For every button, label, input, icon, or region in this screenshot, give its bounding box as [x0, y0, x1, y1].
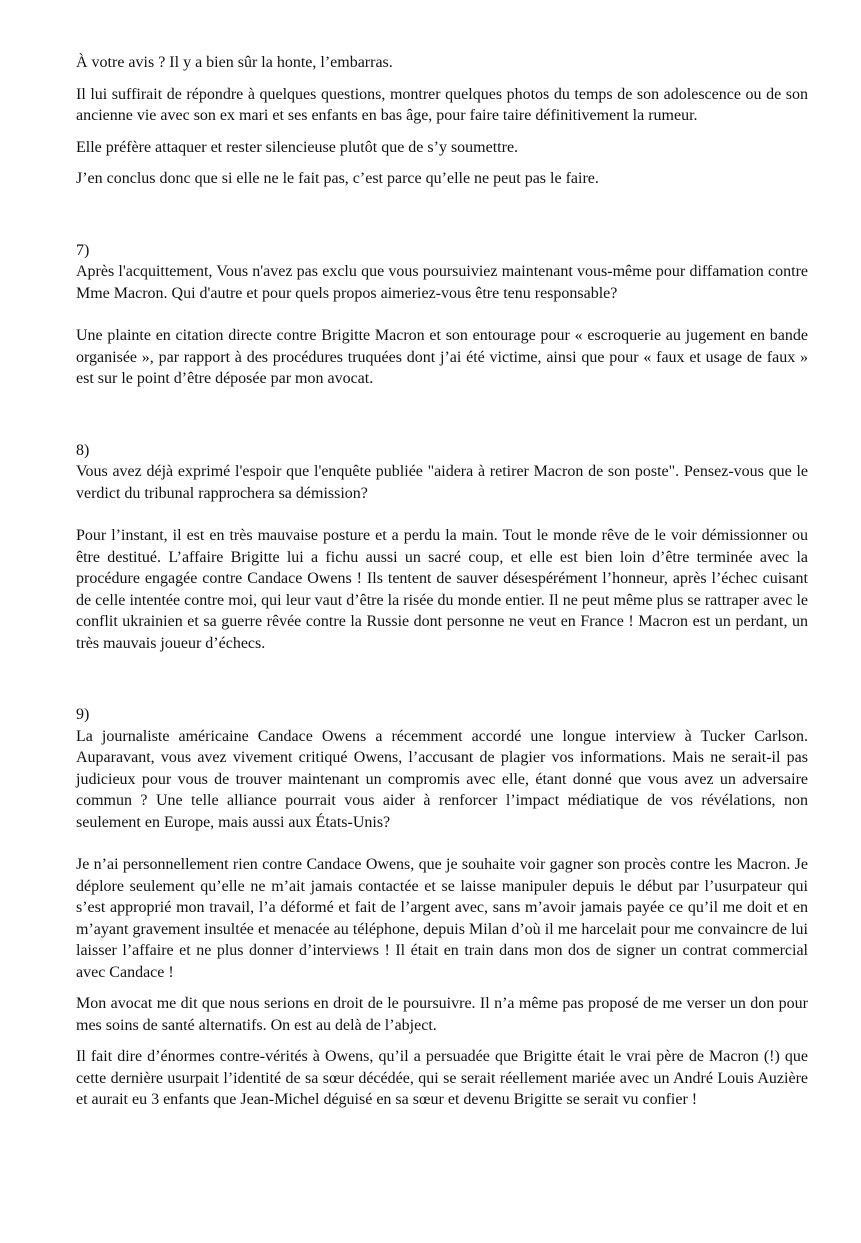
answer-9-paragraph-1: Je n’ai personnellement rien contre Candace Owens, que je souhaite voir gagner son procès contre les Macron. Je déplore seulement qu’elle ne m’ait jamais contactée et se laisse manipuler depuis le début par l’usurpateur qui s’est approprié mon travail, l’a déformé et fait de l’argent avec, sans m’avoir jamais payée ce qu’il me doit et en m’ayant gravement insultée et menacée au téléphone, depuis Milan d’où il me harcelait pour me convaincre de lui laisser l’affaire et ne plus donner d’interviews ! Il était en train dans mon dos de signer un contrat commercial avec Candace ! — [76, 856, 808, 981]
document-page — [76, 52, 808, 1111]
intro-paragraph-1: À votre avis ? Il y a bien sûr la honte, l’embarras. — [76, 54, 393, 71]
question-number-8: 8) — [76, 441, 90, 459]
intro-paragraph-4: J’en conclus donc que si elle ne le fait pas, c’est parce qu’elle ne peut pas le faire. — [76, 170, 599, 187]
question-8-text: Vous avez déjà exprimé l'espoir que l'enquête publiée "aidera à retirer Macron de son poste". Pensez-vous que le verdict du tribunal rapprochera sa démission? — [76, 463, 808, 502]
question-number-7: 7) — [76, 241, 90, 259]
answer-7-text: Une plainte en citation directe contre Brigitte Macron et son entourage pour « escroquerie au jugement en bande organisée », par rapport à des procédures truquées dont j’ai été victime, ainsi que pour « faux et usage de faux » est sur le point d’être déposée par mon avocat. — [76, 327, 808, 387]
intro-paragraph-3: Elle préfère attaquer et rester silencieuse plutôt que de s’y soumettre. — [76, 138, 519, 156]
intro-paragraph-2: Il lui suffirait de répondre à quelques questions, montrer quelques photos du temps de son adolescence ou de son ancienne vie avec son ex mari et ses enfants en bas âge, pour faire taire définitivement la rumeur. — [76, 85, 808, 124]
question-number-9: 9) — [76, 706, 90, 723]
answer-9-paragraph-3: Il fait dire d’énormes contre-vérités à Owens, qu’il a persuadée que Brigitte était le vrai père de Macron (!) que cette dernière usurpait l’identité de sa sœur décédée, qui se serait réellement mariée avec un André Louis Auzière et aurait eu 3 enfants que Jean-Michel déguisé en sa sœur et devenu Brigitte se serait vu confier ! — [76, 1048, 808, 1108]
question-9-text: La journaliste américaine Candace Owens a récemment accordé une longue interview à Tucker Carlson. Auparavant, vous avez vivement critiqué Owens, l’accusant de plagier vos informations. Mais ne serait-il pas judicieux pour vous de trouver maintenant un compromis avec elle, étant donné que vous avez un adversaire commun ? Une telle alliance pourrait vous aider à renforcer l’impact médiatique de vos révélations, non seulement en Europe, mais aussi aux États-Unis? — [76, 727, 808, 831]
question-7-text: Après l'acquittement, Vous n'avez pas exclu que vous poursuiviez maintenant vous-même pour diffamation contre Mme Macron. Qui d'autre et pour quels propos aimeriez-vous être tenu responsable? — [76, 263, 808, 302]
answer-9-paragraph-2: Mon avocat me dit que nous serions en droit de le poursuivre. Il n’a même pas proposé de me verser un don pour mes soins de santé alternatifs. On est au delà de l’abject. — [76, 995, 808, 1034]
answer-8-text: Pour l’instant, il est en très mauvaise posture et a perdu la main. Tout le monde rêve de le voir démissionner ou être destitué. L’affaire Brigitte lui a fichu aussi un sacré coup, et elle est bien loin d’être terminée avec la procédure engagée contre Candace Owens ! Ils tentent de sauver désespérément l’honneur, après l’échec cuisant de celle intentée contre moi, qui leur vaut d’être la risée du monde entier. Il ne peut même plus se rattraper avec le conflit ukrainien et sa guerre rêvée contre la Russie dont personne ne veut en France ! Macron est un perdant, un très mauvais joueur d’échecs. — [76, 527, 808, 652]
